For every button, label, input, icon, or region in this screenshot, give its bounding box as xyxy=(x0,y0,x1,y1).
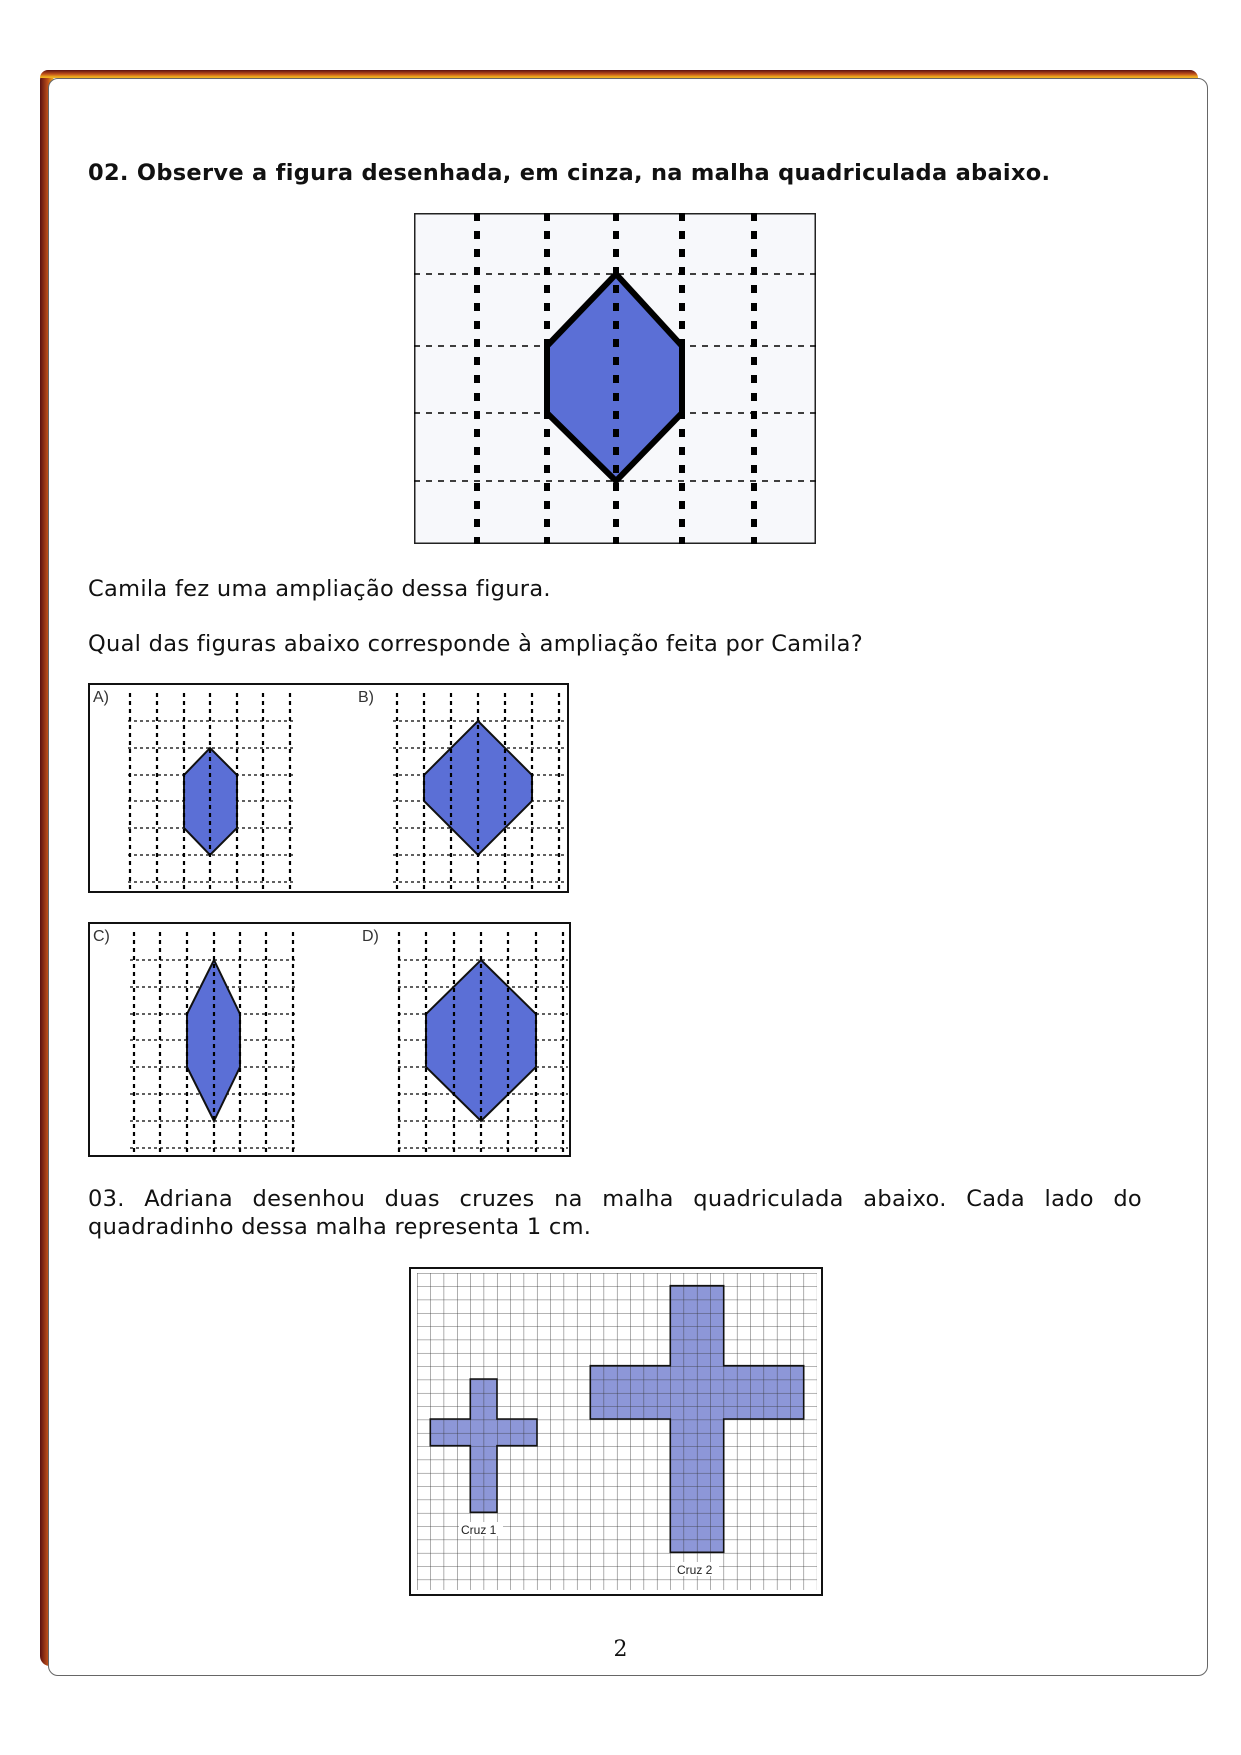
option-d-label: D) xyxy=(362,928,379,945)
option-b-label: B) xyxy=(358,689,374,706)
options-ab-panel xyxy=(88,683,569,893)
option-c-label: C) xyxy=(93,928,110,945)
question-2-line-2: Qual das figuras abaixo corresponde à ampliação feita por Camila? xyxy=(88,631,863,657)
question-2-title: 02. Observe a figura desenhada, em cinza, na malha quadriculada abaixo. xyxy=(88,160,1051,186)
cross-1-label: Cruz 1 xyxy=(461,1523,497,1537)
question-2-line-1: Camila fez uma ampliação dessa figura. xyxy=(88,576,551,602)
option-a-label: A) xyxy=(93,689,109,706)
page-frame-top xyxy=(40,70,1198,78)
original-figure xyxy=(414,213,816,544)
options-cd-panel xyxy=(88,922,571,1157)
crosses-figure xyxy=(409,1267,823,1596)
cross-2-label: Cruz 2 xyxy=(677,1563,713,1577)
question-3-text: 03. Adriana desenhou duas cruzes na malha quadriculada abaixo. Cada lado do quadradinho dessa malha representa 1 cm. xyxy=(88,1186,1142,1240)
page-number: 2 xyxy=(613,1637,628,1662)
